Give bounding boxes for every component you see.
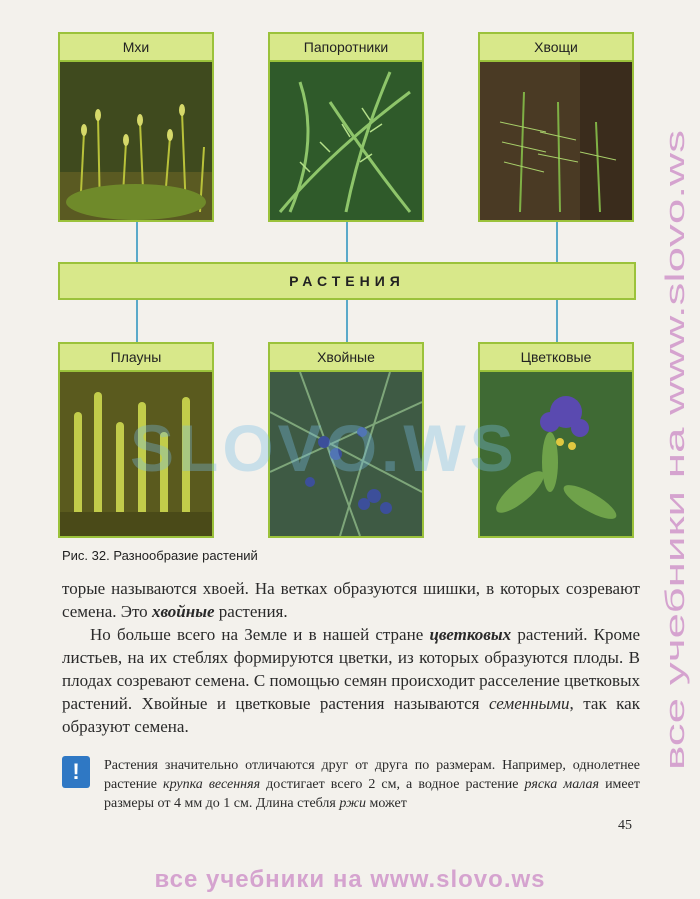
side-watermark xyxy=(642,120,700,780)
horsetails-photo xyxy=(480,62,632,220)
card-label: Папоротники xyxy=(270,34,422,62)
card-ferns xyxy=(268,32,424,222)
term-flowering: цветковых xyxy=(429,625,512,644)
connector-mosses xyxy=(136,218,138,264)
bottom-watermark: все учебники на www.slovo.ws xyxy=(154,866,546,893)
figure-caption: Рис. 32. Разнообразие растений xyxy=(62,548,258,563)
card-label: Цветковые xyxy=(480,344,632,372)
card-mosses xyxy=(58,32,214,222)
exclamation-icon: ! xyxy=(62,756,90,788)
note-text: Растения значительно отличаются друг от друга по размерам. Например, однолетнее растение крупка весенняя достигает всего 2 см, а водное растение ряска малая имеет размеры от 4 мм до 1 см. Длина стебля ржи может xyxy=(104,758,640,811)
card-label: Хвойные xyxy=(270,344,422,372)
paragraph-1: торые называются хвоей. На ветках образуются шишки, в которых созревают семена. Это хвойные растения. xyxy=(62,579,640,621)
ferns-photo xyxy=(270,62,422,220)
plants-banner: РАСТЕНИЯ xyxy=(58,262,636,300)
center-watermark: SLOVO.WS xyxy=(130,411,518,485)
connector-clubmosses xyxy=(136,298,138,342)
side-watermark-text: все учебники на www.slovo.ws xyxy=(660,392,690,770)
paragraph-2: Но больше всего на Земле и в нашей стране цветковых растений. Кроме листьев, на их стеблях формируются цветки, из которых образуются плоды. В плодах созревают семена. С помощью семян происходит расселение цветковых растений. Хвойные и цветковые растения называются семенными, так как образуют семена. xyxy=(62,625,640,736)
card-label: Плауны xyxy=(60,344,212,372)
term-conifers: хвойные xyxy=(151,602,215,621)
fact-note xyxy=(62,756,640,813)
card-label: Мхи xyxy=(60,34,212,62)
card-label: Хвощи xyxy=(480,34,632,62)
mosses-photo xyxy=(60,62,212,220)
body-text xyxy=(62,577,640,738)
term-seed: семенными xyxy=(488,694,570,713)
page-number: 45 xyxy=(618,818,632,833)
card-horsetails xyxy=(478,32,634,222)
connector-flowering xyxy=(556,298,558,342)
connector-horsetails xyxy=(556,218,558,264)
connector-conifers xyxy=(346,298,348,342)
connector-ferns xyxy=(346,218,348,264)
